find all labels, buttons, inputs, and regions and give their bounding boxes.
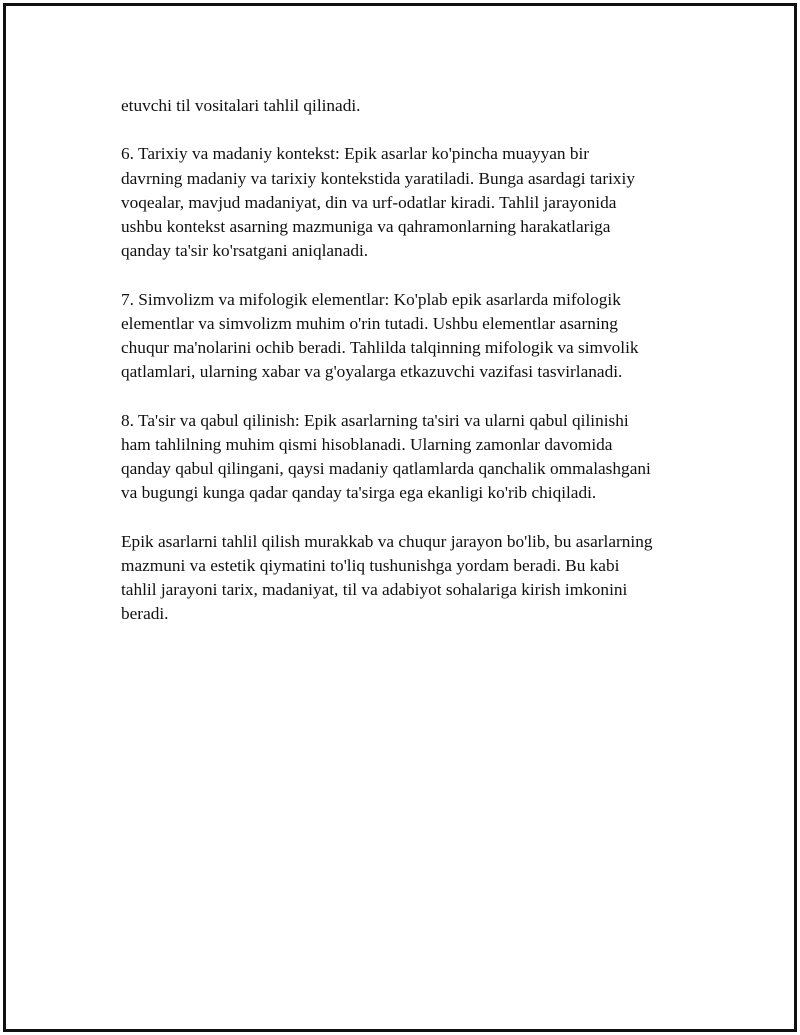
paragraph-conclusion xyxy=(121,530,701,627)
text-line: va bugungi kunga qadar qanday ta'sirga ega ekanligi ko'rib chiqiladi. xyxy=(121,483,597,503)
text-line: qanday ta'sir ko'rsatgani aniqlanadi. xyxy=(121,241,369,261)
paragraph-reception xyxy=(121,409,701,506)
page-frame xyxy=(3,3,797,1032)
paragraph-historical-context xyxy=(121,142,701,263)
text-line: tahlil jarayoni tarix, madaniyat, til va adabiyot sohalariga kirish imkonini xyxy=(121,580,628,599)
paragraph-continuation xyxy=(121,94,701,118)
text-line: etuvchi til vositalari tahlil qilinadi. xyxy=(121,96,361,115)
text-line: qanday qabul qilingani, qaysi madaniy qatlamlarda qanchalik ommalashgani xyxy=(121,459,651,478)
text-line: davrning madaniy va tarixiy kontekstida yaratiladi. Bunga asardagi tarixiy xyxy=(121,168,635,188)
text-line: chuqur ma'nolarini ochib beradi. Tahlilda talqinning mifologik va simvolik xyxy=(121,338,639,357)
text-line: 6. Tarixiy va madaniy kontekst: Epik asarlar ko'pincha muayyan bir xyxy=(121,144,590,164)
text-line: voqealar, mavjud madaniyat, din va urf-odatlar kiradi. Tahlil jarayonida xyxy=(121,192,617,212)
text-line: qatlamlari, ularning xabar va g'oyalarga etkazuvchi vazifasi tasvirlanadi. xyxy=(121,362,623,382)
text-line: ham tahlilning muhim qismi hisoblanadi. Ularning zamonlar davomida xyxy=(121,434,613,454)
text-line: ushbu kontekst asarning mazmuniga va qahramonlarning harakatlariga xyxy=(121,217,611,236)
text-line: elementlar va simvolizm muhim o'rin tutadi. Ushbu elementlar asarning xyxy=(121,313,618,333)
text-line: mazmuni va estetik qiymatini to'liq tushunishga yordam beradi. Bu kabi xyxy=(121,555,620,575)
text-line: 8. Ta'sir va qabul qilinish: Epik asarlarning ta'siri va ularni qabul qilinishi xyxy=(121,410,629,430)
text-line: 7. Simvolizm va mifologik elementlar: Ko'plab epik asarlarda mifologik xyxy=(121,289,621,309)
text-line: Epik asarlarni tahlil qilish murakkab va chuqur jarayon bo'lib, bu asarlarning xyxy=(121,531,653,551)
text-line: beradi. xyxy=(121,604,169,624)
page-body xyxy=(121,94,701,651)
paragraph-symbolism xyxy=(121,288,701,385)
